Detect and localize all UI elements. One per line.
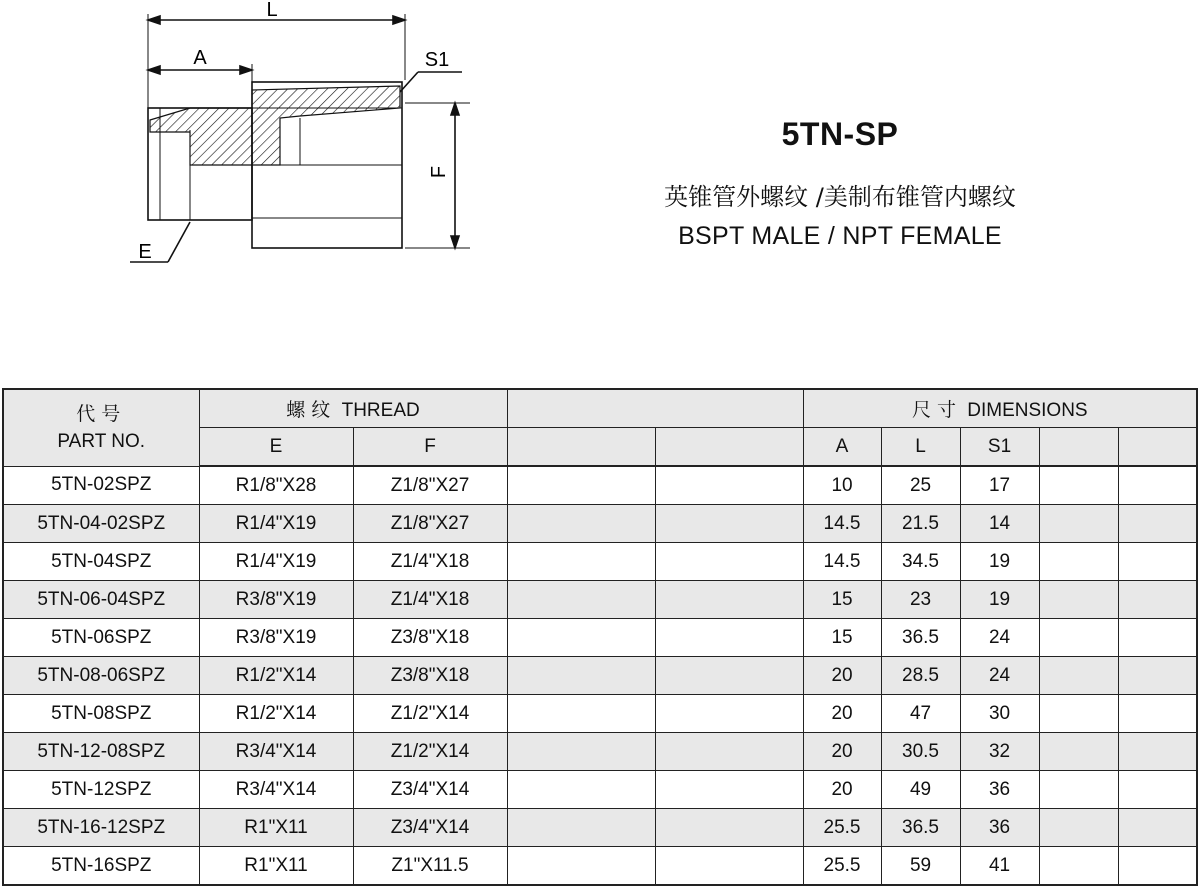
cell-a: 25.5 [803, 809, 881, 847]
blank-cell [1118, 733, 1197, 771]
cell-f: Z1/8"X27 [353, 466, 507, 505]
blank-cell [655, 619, 803, 657]
cell-s1: 24 [960, 657, 1039, 695]
part-no-header [3, 389, 199, 466]
col-header-A: A [803, 428, 881, 467]
blank-cell [1039, 695, 1118, 733]
cell-s1: 24 [960, 619, 1039, 657]
cell-s1: 41 [960, 847, 1039, 886]
col-header-blank-3 [1039, 428, 1118, 467]
col-header-S1: S1 [960, 428, 1039, 467]
cell-part: 5TN-04SPZ [3, 543, 199, 581]
blank-cell [507, 809, 655, 847]
table-row [3, 847, 1197, 886]
cell-f: Z3/4"X14 [353, 809, 507, 847]
cell-e: R3/8"X19 [199, 619, 353, 657]
blank-cell [1039, 657, 1118, 695]
blank-cell [655, 543, 803, 581]
part-no-header-en: PART NO. [57, 430, 146, 452]
cell-f: Z1"X11.5 [353, 847, 507, 886]
blank-cell [507, 543, 655, 581]
cell-a: 20 [803, 733, 881, 771]
cell-a: 20 [803, 657, 881, 695]
chinese-description: 英锥管外螺纹 /美制布锥管内螺纹 [664, 183, 1016, 211]
blank-cell [655, 581, 803, 619]
header-row-1 [3, 389, 1197, 428]
cell-f: Z1/2"X14 [353, 733, 507, 771]
cell-e: R1/2"X14 [199, 657, 353, 695]
col-header-blank-1 [507, 428, 655, 467]
blank-cell [655, 657, 803, 695]
cell-l: 36.5 [881, 619, 960, 657]
blank-cell [655, 847, 803, 886]
cell-part: 5TN-02SPZ [3, 466, 199, 505]
blank-cell [655, 466, 803, 505]
table-row [3, 466, 1197, 505]
cell-l: 23 [881, 581, 960, 619]
cell-f: Z3/8"X18 [353, 619, 507, 657]
cell-f: Z3/8"X18 [353, 657, 507, 695]
blank-cell [507, 581, 655, 619]
cell-l: 25 [881, 466, 960, 505]
title-block [620, 110, 1060, 251]
cell-e: R3/8"X19 [199, 581, 353, 619]
dim-label-S1: S1 [424, 49, 450, 71]
dimensions-table [2, 388, 1198, 886]
col-header-blank-4 [1118, 428, 1197, 467]
blank-cell [507, 505, 655, 543]
fitting-drawing [0, 0, 560, 300]
cell-part: 5TN-06SPZ [3, 619, 199, 657]
cell-l: 28.5 [881, 657, 960, 695]
cell-s1: 30 [960, 695, 1039, 733]
thread-header [199, 389, 507, 428]
model-title: 5TN-SP [781, 116, 899, 152]
blank-header [507, 389, 803, 428]
table-row [3, 581, 1197, 619]
blank-cell [1118, 619, 1197, 657]
table-row [3, 505, 1197, 543]
blank-cell [1039, 771, 1118, 809]
cell-a: 14.5 [803, 505, 881, 543]
cell-s1: 36 [960, 771, 1039, 809]
cell-a: 20 [803, 695, 881, 733]
blank-cell [507, 733, 655, 771]
cell-l: 30.5 [881, 733, 960, 771]
blank-cell [507, 657, 655, 695]
blank-cell [1118, 543, 1197, 581]
blank-cell [1039, 733, 1118, 771]
cell-s1: 19 [960, 543, 1039, 581]
blank-cell [507, 619, 655, 657]
col-header-blank-2 [655, 428, 803, 467]
cell-e: R3/4"X14 [199, 771, 353, 809]
dim-label-F: F [428, 165, 450, 179]
blank-cell [655, 733, 803, 771]
part-no-header-cn: 代号 [76, 402, 127, 425]
english-description: BSPT MALE / NPT FEMALE [678, 222, 1002, 250]
blank-cell [1118, 809, 1197, 847]
dim-label-A: A [193, 47, 207, 69]
cell-l: 49 [881, 771, 960, 809]
blank-cell [1118, 657, 1197, 695]
blank-cell [655, 505, 803, 543]
blank-cell [1118, 771, 1197, 809]
dimensions-header [803, 389, 1197, 428]
cell-part: 5TN-08-06SPZ [3, 657, 199, 695]
blank-cell [1039, 809, 1118, 847]
table-row [3, 733, 1197, 771]
cell-a: 15 [803, 581, 881, 619]
col-header-E: E [199, 428, 353, 467]
blank-cell [1118, 581, 1197, 619]
table-row [3, 809, 1197, 847]
blank-cell [1118, 466, 1197, 505]
cell-part: 5TN-12-08SPZ [3, 733, 199, 771]
cell-part: 5TN-08SPZ [3, 695, 199, 733]
cell-f: Z1/4"X18 [353, 581, 507, 619]
cell-part: 5TN-04-02SPZ [3, 505, 199, 543]
col-header-F: F [353, 428, 507, 467]
cell-l: 34.5 [881, 543, 960, 581]
cell-s1: 14 [960, 505, 1039, 543]
blank-cell [1118, 847, 1197, 886]
cell-a: 25.5 [803, 847, 881, 886]
table-row [3, 543, 1197, 581]
cell-a: 15 [803, 619, 881, 657]
table-row [3, 619, 1197, 657]
cell-l: 59 [881, 847, 960, 886]
cell-e: R1"X11 [199, 847, 353, 886]
blank-cell [507, 466, 655, 505]
blank-cell [655, 695, 803, 733]
cell-f: Z1/8"X27 [353, 505, 507, 543]
table-row [3, 695, 1197, 733]
cell-f: Z1/2"X14 [353, 695, 507, 733]
blank-cell [655, 771, 803, 809]
cell-part: 5TN-06-04SPZ [3, 581, 199, 619]
dim-label-L: L [266, 0, 278, 21]
thread-header-en: THREAD [341, 400, 420, 421]
cell-e: R1/2"X14 [199, 695, 353, 733]
cell-s1: 19 [960, 581, 1039, 619]
cell-s1: 36 [960, 809, 1039, 847]
blank-cell [1039, 847, 1118, 886]
cell-l: 21.5 [881, 505, 960, 543]
cell-part: 5TN-12SPZ [3, 771, 199, 809]
blank-cell [507, 695, 655, 733]
cell-part: 5TN-16-12SPZ [3, 809, 199, 847]
cell-a: 20 [803, 771, 881, 809]
blank-cell [1118, 505, 1197, 543]
blank-cell [1039, 581, 1118, 619]
blank-cell [655, 809, 803, 847]
cell-e: R1/4"X19 [199, 543, 353, 581]
blank-cell [1039, 466, 1118, 505]
table-row [3, 771, 1197, 809]
blank-cell [1039, 505, 1118, 543]
thread-header-cn: 螺纹 [286, 399, 337, 421]
blank-cell [1039, 543, 1118, 581]
cell-e: R1"X11 [199, 809, 353, 847]
cell-e: R3/4"X14 [199, 733, 353, 771]
cell-f: Z1/4"X18 [353, 543, 507, 581]
blank-cell [507, 847, 655, 886]
dimensions-header-cn: 尺寸 [911, 399, 962, 421]
cell-f: Z3/4"X14 [353, 771, 507, 809]
table-row [3, 657, 1197, 695]
blank-cell [1039, 619, 1118, 657]
cell-a: 14.5 [803, 543, 881, 581]
cell-s1: 17 [960, 466, 1039, 505]
cell-a: 10 [803, 466, 881, 505]
blank-cell [507, 771, 655, 809]
cell-e: R1/8"X28 [199, 466, 353, 505]
dimensions-header-en: DIMENSIONS [967, 400, 1088, 421]
cell-s1: 32 [960, 733, 1039, 771]
cell-e: R1/4"X19 [199, 505, 353, 543]
cell-l: 36.5 [881, 809, 960, 847]
dim-label-E: E [138, 241, 152, 263]
cell-part: 5TN-16SPZ [3, 847, 199, 886]
blank-cell [1118, 695, 1197, 733]
cell-l: 47 [881, 695, 960, 733]
col-header-L: L [881, 428, 960, 467]
